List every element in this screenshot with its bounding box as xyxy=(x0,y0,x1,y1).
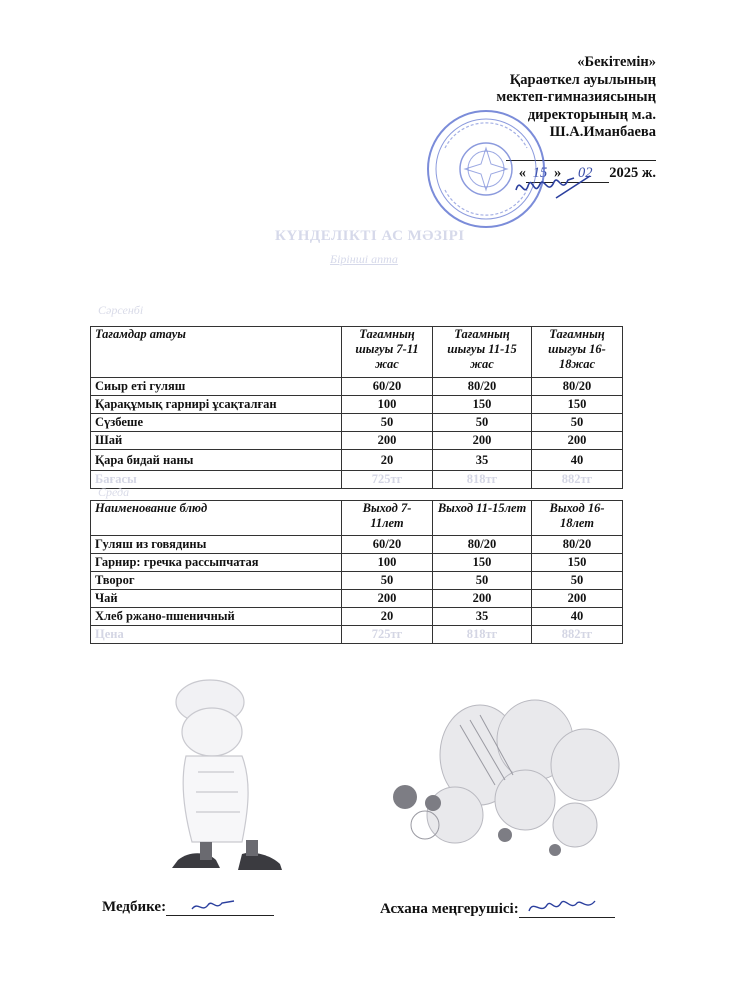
canteen-signature xyxy=(525,897,605,917)
price-value: 725тг xyxy=(342,471,433,489)
portion-value: 40 xyxy=(532,450,623,471)
price-value: 818тг xyxy=(433,471,532,489)
table-row xyxy=(91,590,623,608)
price-value: 725тг xyxy=(342,626,433,644)
column-header-age-7-11: Тағамның шығуы 7-11 жас xyxy=(342,327,433,378)
table-row xyxy=(91,378,623,396)
column-header-age-11-15: Выход 11-15лет xyxy=(433,501,532,536)
portion-value: 20 xyxy=(342,608,433,626)
chef-illustration xyxy=(150,672,290,878)
approval-date: « 15 » 02 2025 ж. xyxy=(496,165,656,184)
nurse-signature-line xyxy=(166,897,274,916)
day-label-russian: Среда xyxy=(98,485,130,499)
dish-name: Қара бидай наны xyxy=(91,450,342,471)
day-label-kazakh: Сәрсенбі xyxy=(98,303,144,317)
column-header-dish: Наименование блюд xyxy=(91,501,342,536)
table-row xyxy=(91,536,623,554)
portion-value: 60/20 xyxy=(342,536,433,554)
approval-line-school: мектеп-гимназиясының xyxy=(496,89,656,106)
portion-value: 150 xyxy=(532,396,623,414)
date-month: 02 xyxy=(561,165,609,184)
portion-value: 200 xyxy=(342,432,433,450)
portion-value: 50 xyxy=(342,414,433,432)
table-row xyxy=(91,432,623,450)
column-header-age-7-11: Выход 7-11лет xyxy=(342,501,433,536)
column-header-age-11-15: Тағамның шығуы 11-15 жас xyxy=(433,327,532,378)
menu-subtitle: Бірінші апта xyxy=(330,252,398,266)
portion-value: 35 xyxy=(433,608,532,626)
dish-name: Сиыр еті гуляш xyxy=(91,378,342,396)
date-year: 2025 ж. xyxy=(609,164,656,181)
portion-value: 50 xyxy=(342,572,433,590)
canteen-label: Асхана меңгерушісі: xyxy=(380,901,519,917)
portion-value: 200 xyxy=(532,590,623,608)
portion-value: 150 xyxy=(433,554,532,572)
table-header-row xyxy=(91,501,623,536)
price-label: Цена xyxy=(91,626,342,644)
table-row xyxy=(91,396,623,414)
approval-line-village: Қараөткел ауылының xyxy=(509,71,656,88)
portion-value: 80/20 xyxy=(433,378,532,396)
portion-value: 35 xyxy=(433,450,532,471)
director-signature xyxy=(512,168,592,206)
portion-value: 50 xyxy=(433,414,532,432)
dish-name: Чай xyxy=(91,590,342,608)
portion-value: 80/20 xyxy=(532,378,623,396)
menu-title: КҮНДЕЛІКТІ АС МӘЗІРІ xyxy=(275,228,465,244)
date-day: 15 xyxy=(526,165,554,184)
food-illustration xyxy=(385,685,630,860)
price-value: 818тг xyxy=(433,626,532,644)
price-row xyxy=(91,626,623,644)
portion-value: 150 xyxy=(433,396,532,414)
portion-value: 80/20 xyxy=(532,536,623,554)
price-value: 882тг xyxy=(532,471,623,489)
approval-heading: «Бекітемін» xyxy=(577,54,656,70)
table-row xyxy=(91,572,623,590)
dish-name: Гуляш из говядины xyxy=(91,536,342,554)
menu-table-russian xyxy=(90,500,623,644)
canteen-signature-block xyxy=(380,897,615,918)
price-value: 882тг xyxy=(532,626,623,644)
canteen-signature-line xyxy=(519,897,615,918)
portion-value: 50 xyxy=(532,572,623,590)
table-row xyxy=(91,450,623,471)
portion-value: 100 xyxy=(342,554,433,572)
dish-name: Хлеб ржано-пшеничный xyxy=(91,608,342,626)
column-header-dish: Тағамдар атауы xyxy=(91,327,342,378)
table-row xyxy=(91,608,623,626)
dish-name: Творог xyxy=(91,572,342,590)
portion-value: 200 xyxy=(342,590,433,608)
portion-value: 60/20 xyxy=(342,378,433,396)
dish-name: Қарақұмық гарнирі ұсақталған xyxy=(91,396,342,414)
portion-value: 200 xyxy=(433,590,532,608)
portion-value: 50 xyxy=(433,572,532,590)
dish-name: Сүзбеше xyxy=(91,414,342,432)
table-header-row xyxy=(91,327,623,378)
table-row xyxy=(91,554,623,572)
price-label: Бағасы xyxy=(91,471,342,489)
nurse-signature-block xyxy=(102,897,274,916)
portion-value: 50 xyxy=(532,414,623,432)
table-row xyxy=(91,414,623,432)
nurse-label: Медбике: xyxy=(102,899,167,915)
approval-line-position: директорының м.а. xyxy=(527,106,656,123)
portion-value: 150 xyxy=(532,554,623,572)
menu-table-kazakh xyxy=(90,326,623,489)
portion-value: 20 xyxy=(342,450,433,471)
portion-value: 100 xyxy=(342,396,433,414)
portion-value: 40 xyxy=(532,608,623,626)
nurse-signature xyxy=(188,897,248,915)
price-row xyxy=(91,471,623,489)
dish-name: Гарнир: гречка рассыпчатая xyxy=(91,554,342,572)
column-header-age-16-18: Тағамның шығуы 16-18жас xyxy=(532,327,623,378)
column-header-age-16-18: Выход 16-18лет xyxy=(532,501,623,536)
portion-value: 200 xyxy=(532,432,623,450)
dish-name: Шай xyxy=(91,432,342,450)
approval-director-name: Ш.А.Иманбаева xyxy=(549,124,656,141)
portion-value: 200 xyxy=(433,432,532,450)
portion-value: 80/20 xyxy=(433,536,532,554)
